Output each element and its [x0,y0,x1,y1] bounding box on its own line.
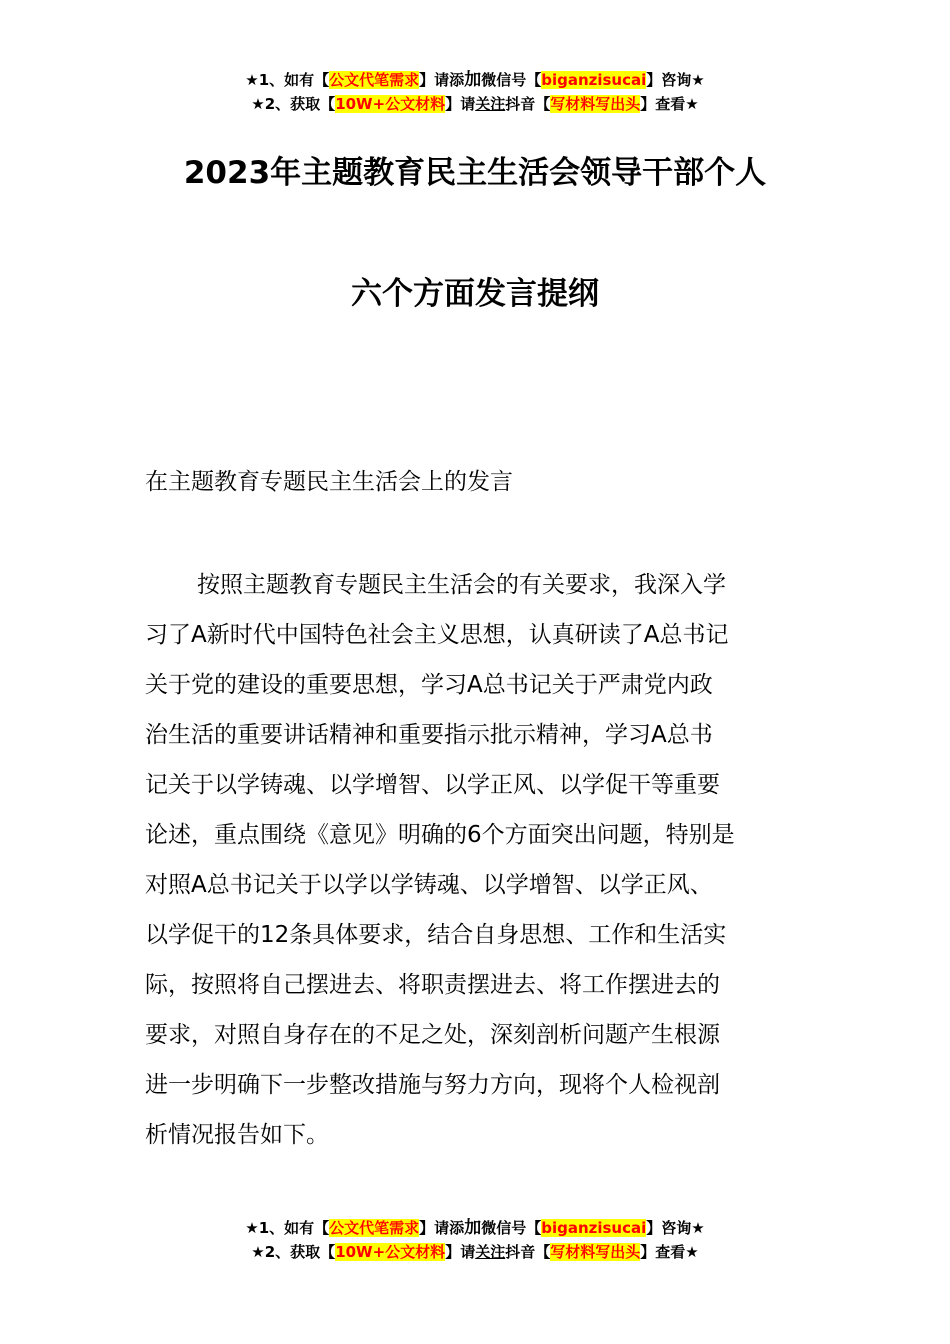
banner-text: 微信号【 [481,71,542,89]
banner-line-1 [0,68,950,92]
document-subheading: 在主题教育专题民主生活会上的发言 [145,469,513,495]
banner-text: ★2、获取【 [251,1243,336,1261]
banner-line-2 [0,1240,950,1264]
paragraph-line: 关于党的建设的重要思想，学习A总书记关于严肃党内政 [145,672,713,698]
banner-text: 】查看★ [640,95,699,113]
paragraph-line: 对照A总书记关于以学以学铸魂、以学增智、以学正风、 [145,872,713,898]
banner-text: 】请添 [419,71,465,89]
banner-text: 微信号【 [481,1219,542,1237]
banner-text: 关注 [475,1243,506,1261]
banner-douyin-account: 写材料写出头 [550,1243,641,1261]
banner-douyin-account: 写材料写出头 [550,95,641,113]
banner-text: ★2、获取【 [251,95,336,113]
banner-text: 抖音【 [505,1243,551,1261]
banner-text: 抖音【 [505,95,551,113]
banner-text: 关注 [475,95,506,113]
paragraph-line: 论述，重点围绕《意见》明确的6个方面突出问题，特别是 [145,822,735,848]
document-title-line-1: 2023年主题教育民主生活会领导干部个人 [183,155,767,191]
banner-text: ★1、如有【 [245,1219,330,1237]
paragraph-line: 记关于以学铸魂、以学增智、以学正风、以学促干等重要 [145,772,720,798]
paragraph-line: 要求，对照自身存在的不足之处，深刻剖析问题产生根源 [145,1022,720,1048]
paragraph-line: 以学促干的12条具体要求，结合自身思想、工作和生活实 [145,922,727,948]
banner-text: 加 [464,1218,482,1238]
banner-text: 】请添 [419,1219,465,1237]
banner-highlight: 公文代笔需求 [329,1219,420,1237]
banner-text: 】咨询★ [646,71,705,89]
header-banner [0,68,950,116]
banner-highlight: 10W+公文材料 [335,95,446,113]
banner-highlight: 10W+公文材料 [335,1243,446,1261]
banner-text: 】咨询★ [646,1219,705,1237]
paragraph-line: 治生活的重要讲话精神和重要指示批示精神，学习A总书 [145,722,713,748]
body-paragraph [145,560,810,1160]
paragraph-line: 习了A新时代中国特色社会主义思想，认真研读了A总书记 [145,622,729,648]
banner-line-1 [0,1216,950,1240]
banner-line-2 [0,92,950,116]
banner-text: 加 [464,70,482,90]
footer-banner [0,1216,950,1264]
paragraph-line: 进一步明确下一步整改措施与努力方向，现将个人检视剖 [145,1072,720,1098]
document-title-line-2: 六个方面发言提纲 [351,276,599,312]
paragraph-line: 按照主题教育专题民主生活会的有关要求，我深入学 [197,572,726,598]
banner-text: 】查看★ [640,1243,699,1261]
banner-wechat-id: biganzisucai [541,1219,647,1237]
banner-wechat-id: biganzisucai [541,71,647,89]
banner-text: 】请 [445,95,476,113]
banner-text: ★1、如有【 [245,71,330,89]
banner-highlight: 公文代笔需求 [329,71,420,89]
banner-text: 】请 [445,1243,476,1261]
paragraph-line: 析情况报告如下。 [145,1122,329,1148]
paragraph-line: 际，按照将自己摆进去、将职责摆进去、将工作摆进去的 [145,972,720,998]
